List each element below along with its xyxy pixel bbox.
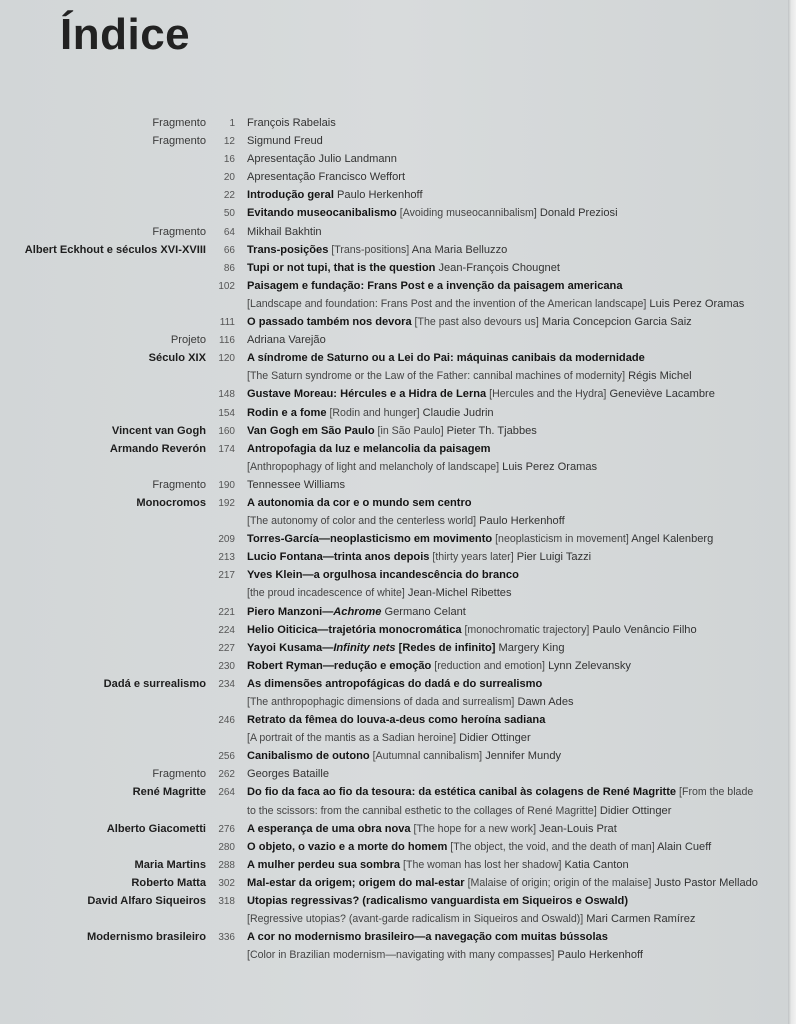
entry-title: Do fio da faca ao fio da tesoura: da estética canibal às colagens de René Magritte bbox=[247, 786, 677, 799]
toc-entry bbox=[247, 949, 790, 961]
toc-row bbox=[0, 352, 790, 370]
toc-entry bbox=[247, 189, 790, 201]
page-number: 262 bbox=[218, 769, 235, 781]
entry-translation: [Trans-positions] bbox=[328, 243, 410, 256]
entry-author: Luis Perez Oramas bbox=[646, 297, 745, 310]
toc-row bbox=[0, 841, 790, 859]
page-number: 190 bbox=[218, 479, 235, 491]
toc-row bbox=[0, 153, 790, 171]
toc-entry bbox=[247, 624, 790, 636]
toc-row bbox=[0, 226, 790, 244]
entry-author: Ana Maria Belluzzo bbox=[409, 243, 508, 256]
page-number: 264 bbox=[218, 787, 235, 799]
toc-entry bbox=[247, 280, 790, 292]
toc-entry bbox=[247, 732, 790, 744]
page-number: 160 bbox=[218, 425, 235, 437]
toc-row bbox=[0, 732, 790, 750]
entry-author: Apresentação Francisco Weffort bbox=[247, 171, 406, 184]
toc-entry bbox=[247, 642, 790, 654]
entry-author: Margery King bbox=[495, 641, 565, 654]
page-number: 276 bbox=[218, 823, 235, 835]
toc-row bbox=[0, 895, 790, 913]
toc-entry bbox=[247, 461, 790, 473]
toc-row bbox=[0, 262, 790, 280]
entry-title: Torres-García—neoplasticismo em movimento bbox=[247, 533, 493, 546]
toc-entry bbox=[247, 696, 790, 708]
toc-entry bbox=[247, 823, 790, 835]
entry-translation: [in São Paulo] bbox=[374, 424, 444, 437]
toc-row bbox=[0, 117, 790, 135]
entry-author: Dawn Ades bbox=[514, 696, 574, 708]
entry-title: O passado também nos devora bbox=[247, 316, 412, 329]
toc-row bbox=[0, 823, 790, 841]
page-number: 174 bbox=[218, 443, 235, 455]
section-label: Projeto bbox=[170, 334, 206, 347]
section-label: René Magritte bbox=[132, 786, 206, 799]
toc-entry bbox=[247, 207, 790, 219]
toc-row bbox=[0, 642, 790, 660]
section-label: Fragmento bbox=[152, 135, 206, 148]
page-number: 302 bbox=[218, 877, 235, 889]
entry-title: Yves Klein—a orgulhosa incandescência do branco bbox=[247, 569, 519, 582]
section-label: Alberto Giacometti bbox=[106, 822, 206, 835]
entry-author: Lynn Zelevansky bbox=[545, 659, 631, 672]
toc-row bbox=[0, 479, 790, 497]
entry-translation: [the proud incadescence of white] bbox=[247, 587, 405, 600]
entry-title: Utopias regressivas? (radicalismo vanguardista em Siqueiros e Oswald) bbox=[247, 895, 629, 908]
toc-row bbox=[0, 407, 790, 425]
toc-entry bbox=[247, 226, 790, 238]
entry-translation: [The woman has lost her shadow] bbox=[400, 858, 562, 871]
toc-entry bbox=[247, 117, 790, 129]
toc-entry bbox=[247, 153, 790, 165]
toc-entry bbox=[247, 805, 790, 817]
entry-author: Apresentação Julio Landmann bbox=[247, 153, 397, 166]
toc-entry bbox=[247, 135, 790, 147]
entry-author: Maria Concepcion Garcia Saiz bbox=[538, 316, 692, 329]
entry-title: A autonomia da cor e o mundo sem centro bbox=[247, 496, 472, 509]
entry-title: Piero Manzoni—Achrome bbox=[247, 605, 382, 618]
entry-translation: [Rodin and hunger] bbox=[326, 406, 420, 419]
entry-translation: [thirty years later] bbox=[429, 551, 514, 564]
toc-row bbox=[0, 786, 790, 804]
toc-entry bbox=[247, 352, 790, 364]
entry-title: As dimensões antropofágicas do dadá e do surrealismo bbox=[247, 677, 543, 690]
toc-row bbox=[0, 443, 790, 461]
entry-author: Claudie Judrin bbox=[419, 406, 494, 419]
toc-entry bbox=[247, 334, 790, 346]
entry-translation: [monochromatic trajectory] bbox=[461, 623, 590, 636]
section-label: Fragmento bbox=[152, 478, 206, 491]
entry-author: Katia Canton bbox=[561, 858, 629, 871]
entry-author: Régis Michel bbox=[625, 370, 692, 383]
page-number: 213 bbox=[218, 552, 235, 564]
toc-entry bbox=[247, 587, 790, 599]
entry-author: Didier Ottinger bbox=[456, 732, 531, 745]
toc-row bbox=[0, 931, 790, 949]
page-number: 120 bbox=[218, 353, 235, 365]
page-number: 234 bbox=[218, 678, 235, 690]
toc-entry bbox=[247, 841, 790, 853]
entry-title: Mal-estar da origem; origem do mal-estar bbox=[247, 876, 465, 889]
entry-translation: [The autonomy of color and the centerless world] bbox=[247, 515, 477, 528]
section-label: Maria Martins bbox=[134, 858, 206, 871]
entry-translation: [The hope for a new work] bbox=[410, 822, 537, 835]
entry-author: Pier Luigi Tazzi bbox=[513, 551, 592, 564]
toc-entry bbox=[247, 298, 790, 310]
entry-author: Angel Kalenberg bbox=[628, 533, 714, 546]
entry-translation: [The anthropophagic dimensions of dada and surrealism] bbox=[247, 696, 515, 708]
entry-author: Geneviève Lacambre bbox=[606, 388, 715, 401]
entry-title: Trans-posições bbox=[247, 243, 329, 256]
toc-row bbox=[0, 515, 790, 533]
page-number: 221 bbox=[218, 606, 235, 618]
toc-entry bbox=[247, 425, 790, 437]
page-number: 217 bbox=[218, 570, 235, 582]
entry-translation: [Autumnal cannibalism] bbox=[369, 750, 483, 763]
entry-translation: [reduction and emotion] bbox=[431, 659, 546, 672]
toc-entry bbox=[247, 877, 790, 889]
page-number: 1 bbox=[229, 118, 235, 129]
page-number: 102 bbox=[218, 280, 235, 292]
page-number: 336 bbox=[218, 932, 235, 944]
toc-row bbox=[0, 388, 790, 406]
entry-title: Canibalismo de outono bbox=[247, 750, 370, 763]
entry-title: Helio Oiticica—trajetória monocromática bbox=[247, 623, 462, 636]
section-label: Dadá e surrealismo bbox=[103, 677, 206, 690]
entry-title: Rodin e a fome bbox=[247, 406, 327, 419]
section-label: Monocromos bbox=[136, 496, 206, 509]
entry-translation: [Anthropophagy of light and melancholy of landscape] bbox=[247, 460, 500, 473]
page-number: 246 bbox=[218, 715, 235, 727]
toc-entry bbox=[247, 859, 790, 871]
section-label: Roberto Matta bbox=[131, 876, 206, 889]
entry-translation: [A portrait of the mantis as a Sadian heroine] bbox=[247, 732, 457, 745]
entry-translation: [From the blade bbox=[676, 786, 754, 799]
entry-translation: [Malaise of origin; origin of the malaise] bbox=[464, 876, 652, 889]
section-label: Vincent van Gogh bbox=[111, 424, 206, 437]
page-number: 230 bbox=[218, 660, 235, 672]
entry-author: Didier Ottinger bbox=[596, 804, 672, 817]
entry-title: Evitando museocanibalismo bbox=[247, 207, 397, 220]
toc-row bbox=[0, 171, 790, 189]
toc-entry bbox=[247, 551, 790, 563]
entry-title-italic: Infinity nets bbox=[333, 641, 396, 654]
entry-author: Jean-François Chougnet bbox=[435, 261, 560, 274]
toc-entry bbox=[247, 913, 790, 925]
entry-author: Germano Celant bbox=[381, 605, 466, 618]
page-number: 318 bbox=[218, 896, 235, 908]
page-number: 64 bbox=[223, 226, 235, 238]
toc-row bbox=[0, 949, 790, 967]
entry-title: Yayoi Kusama—Infinity nets [Redes de infinito] bbox=[247, 641, 496, 654]
entry-title: Robert Ryman—redução e emoção bbox=[247, 659, 432, 672]
entry-translation: [The Saturn syndrome or the Law of the Father: cannibal machines of modernity] bbox=[247, 370, 626, 383]
toc-row bbox=[0, 696, 790, 714]
entry-author: Jean-Michel Ribettes bbox=[404, 587, 512, 600]
toc-entry bbox=[247, 569, 790, 581]
toc-entry bbox=[247, 244, 790, 256]
entry-title: Gustave Moreau: Hércules e a Hidra de Lerna bbox=[247, 388, 487, 401]
entry-title: A mulher perdeu sua sombra bbox=[247, 858, 401, 871]
toc-row bbox=[0, 207, 790, 225]
toc-row bbox=[0, 913, 790, 931]
page-gutter bbox=[788, 0, 796, 1024]
section-label: Fragmento bbox=[152, 117, 206, 129]
page-number: 154 bbox=[218, 407, 235, 419]
toc-entry bbox=[247, 443, 790, 455]
toc-entry bbox=[247, 750, 790, 762]
page-number: 288 bbox=[218, 859, 235, 871]
toc-entry bbox=[247, 895, 790, 907]
entry-author: Adriana Varejão bbox=[247, 334, 326, 347]
entry-translation: [The past also devours us] bbox=[411, 316, 539, 329]
entry-title: A síndrome de Saturno ou a Lei do Pai: máquinas canibais da modernidade bbox=[247, 352, 645, 365]
entry-author: Luis Perez Oramas bbox=[499, 460, 598, 473]
toc-entry bbox=[247, 714, 790, 726]
toc-entry bbox=[247, 931, 790, 943]
toc-entry bbox=[247, 370, 790, 382]
toc-entry bbox=[247, 768, 790, 780]
toc-row bbox=[0, 606, 790, 624]
entry-title: Antropofagia da luz e melancolia da paisagem bbox=[247, 442, 491, 455]
entry-translation: [neoplasticism in movement] bbox=[492, 533, 629, 546]
table-of-contents bbox=[0, 117, 790, 967]
entry-title: Van Gogh em São Paulo bbox=[247, 424, 375, 437]
entry-translation: [The object, the void, and the death of man] bbox=[447, 840, 655, 853]
toc-row bbox=[0, 678, 790, 696]
toc-entry bbox=[247, 533, 790, 545]
entry-author: Mikhail Bakhtin bbox=[247, 225, 322, 238]
entry-author: Paulo Herkenhoff bbox=[476, 515, 565, 528]
toc-row bbox=[0, 805, 790, 823]
toc-entry bbox=[247, 660, 790, 672]
entry-author: Georges Bataille bbox=[247, 768, 330, 781]
toc-entry bbox=[247, 678, 790, 690]
toc-row bbox=[0, 425, 790, 443]
toc-row bbox=[0, 497, 790, 515]
toc-row bbox=[0, 768, 790, 786]
toc-row bbox=[0, 859, 790, 877]
entry-author: Paulo Venâncio Filho bbox=[589, 623, 697, 636]
section-label: Armando Reverón bbox=[109, 442, 206, 455]
toc-entry bbox=[247, 515, 790, 527]
section-label: Albert Eckhout e séculos XVI-XVIII bbox=[24, 243, 206, 256]
entry-title: Tupi or not tupi, that is the question bbox=[247, 261, 436, 274]
page-number: 227 bbox=[218, 642, 235, 654]
entry-author: François Rabelais bbox=[247, 117, 336, 129]
page-number: 209 bbox=[218, 534, 235, 546]
section-label: Século XIX bbox=[148, 352, 206, 365]
page-number: 116 bbox=[219, 335, 235, 347]
page-number: 192 bbox=[218, 497, 235, 509]
entry-translation: [Hercules and the Hydra] bbox=[486, 388, 607, 401]
entry-title: O objeto, o vazio e a morte do homem bbox=[247, 840, 448, 853]
toc-row bbox=[0, 189, 790, 207]
entry-author: Alain Cueff bbox=[654, 840, 712, 853]
entry-author: Mari Carmen Ramírez bbox=[583, 913, 696, 926]
entry-translation: to the scissors: from the cannibal esthetic to the collages of René Magritte] bbox=[247, 804, 597, 817]
toc-row bbox=[0, 714, 790, 732]
toc-row bbox=[0, 280, 790, 298]
toc-row bbox=[0, 877, 790, 895]
toc-row bbox=[0, 244, 790, 262]
entry-title: Introdução geral bbox=[247, 189, 334, 202]
toc-row bbox=[0, 533, 790, 551]
entry-author: Paulo Herkenhoff bbox=[554, 949, 643, 962]
entry-author: Tennessee Williams bbox=[247, 478, 346, 491]
toc-entry bbox=[247, 262, 790, 274]
entry-title: A esperança de uma obra nova bbox=[247, 822, 411, 835]
entry-author: Donald Preziosi bbox=[536, 207, 618, 220]
entry-author: Paulo Herkenhoff bbox=[333, 189, 423, 202]
entry-title: Retrato da fêmea do louva-a-deus como heroína sadiana bbox=[247, 714, 546, 727]
toc-row bbox=[0, 587, 790, 605]
toc-entry bbox=[247, 606, 790, 618]
section-label: David Alfaro Siqueiros bbox=[87, 895, 206, 908]
toc-row bbox=[0, 334, 790, 352]
entry-title-italic: Achrome bbox=[333, 605, 382, 618]
page-number: 16 bbox=[223, 154, 235, 166]
toc-row bbox=[0, 569, 790, 587]
page-number: 148 bbox=[218, 389, 235, 401]
toc-row bbox=[0, 461, 790, 479]
toc-row bbox=[0, 660, 790, 678]
toc-row bbox=[0, 551, 790, 569]
entry-title: A cor no modernismo brasileiro—a navegação com muitas bússolas bbox=[247, 931, 608, 944]
entry-author: Jennifer Mundy bbox=[482, 750, 562, 763]
entry-author: Sigmund Freud bbox=[247, 135, 323, 148]
page-number: 20 bbox=[223, 172, 235, 184]
toc-entry bbox=[247, 479, 790, 491]
entry-author: Justo Pastor Mellado bbox=[651, 876, 758, 889]
entry-translation: [Landscape and foundation: Frans Post and the invention of the American landscape] bbox=[247, 297, 647, 310]
entry-author: Jean-Louis Prat bbox=[536, 822, 617, 835]
toc-row bbox=[0, 298, 790, 316]
page-number: 111 bbox=[219, 317, 235, 329]
toc-row bbox=[0, 316, 790, 334]
entry-title: Paisagem e fundação: Frans Post e a invenção da paisagem americana bbox=[247, 279, 623, 292]
toc-entry bbox=[247, 786, 790, 798]
section-label: Fragmento bbox=[152, 768, 206, 781]
page-number: 86 bbox=[223, 262, 235, 274]
page-number: 224 bbox=[218, 624, 235, 636]
toc-row bbox=[0, 624, 790, 642]
toc-entry bbox=[247, 316, 790, 328]
entry-translation: [Color in Brazilian modernism—navigating with many compasses] bbox=[247, 949, 555, 962]
section-label: Modernismo brasileiro bbox=[87, 931, 206, 944]
entry-title: Lucio Fontana—trinta anos depois bbox=[247, 551, 430, 564]
page-number: 22 bbox=[223, 190, 235, 202]
page-number: 12 bbox=[223, 136, 235, 148]
page-number: 280 bbox=[218, 841, 235, 853]
entry-author: Pieter Th. Tjabbes bbox=[443, 424, 537, 437]
page-title: Índice bbox=[60, 10, 191, 59]
entry-translation: [Avoiding museocannibalism] bbox=[396, 207, 537, 220]
toc-entry bbox=[247, 497, 790, 509]
toc-row bbox=[0, 750, 790, 768]
toc-row bbox=[0, 370, 790, 388]
entry-translation: [Regressive utopias? (avant-garde radicalism in Siqueiros and Oswald)] bbox=[247, 913, 584, 926]
toc-entry bbox=[247, 388, 790, 400]
page-number: 50 bbox=[223, 208, 235, 220]
toc-row bbox=[0, 135, 790, 153]
section-label: Fragmento bbox=[152, 225, 206, 238]
toc-entry bbox=[247, 171, 790, 183]
toc-entry bbox=[247, 407, 790, 419]
page-number: 256 bbox=[218, 751, 235, 763]
page-number: 66 bbox=[223, 244, 235, 256]
